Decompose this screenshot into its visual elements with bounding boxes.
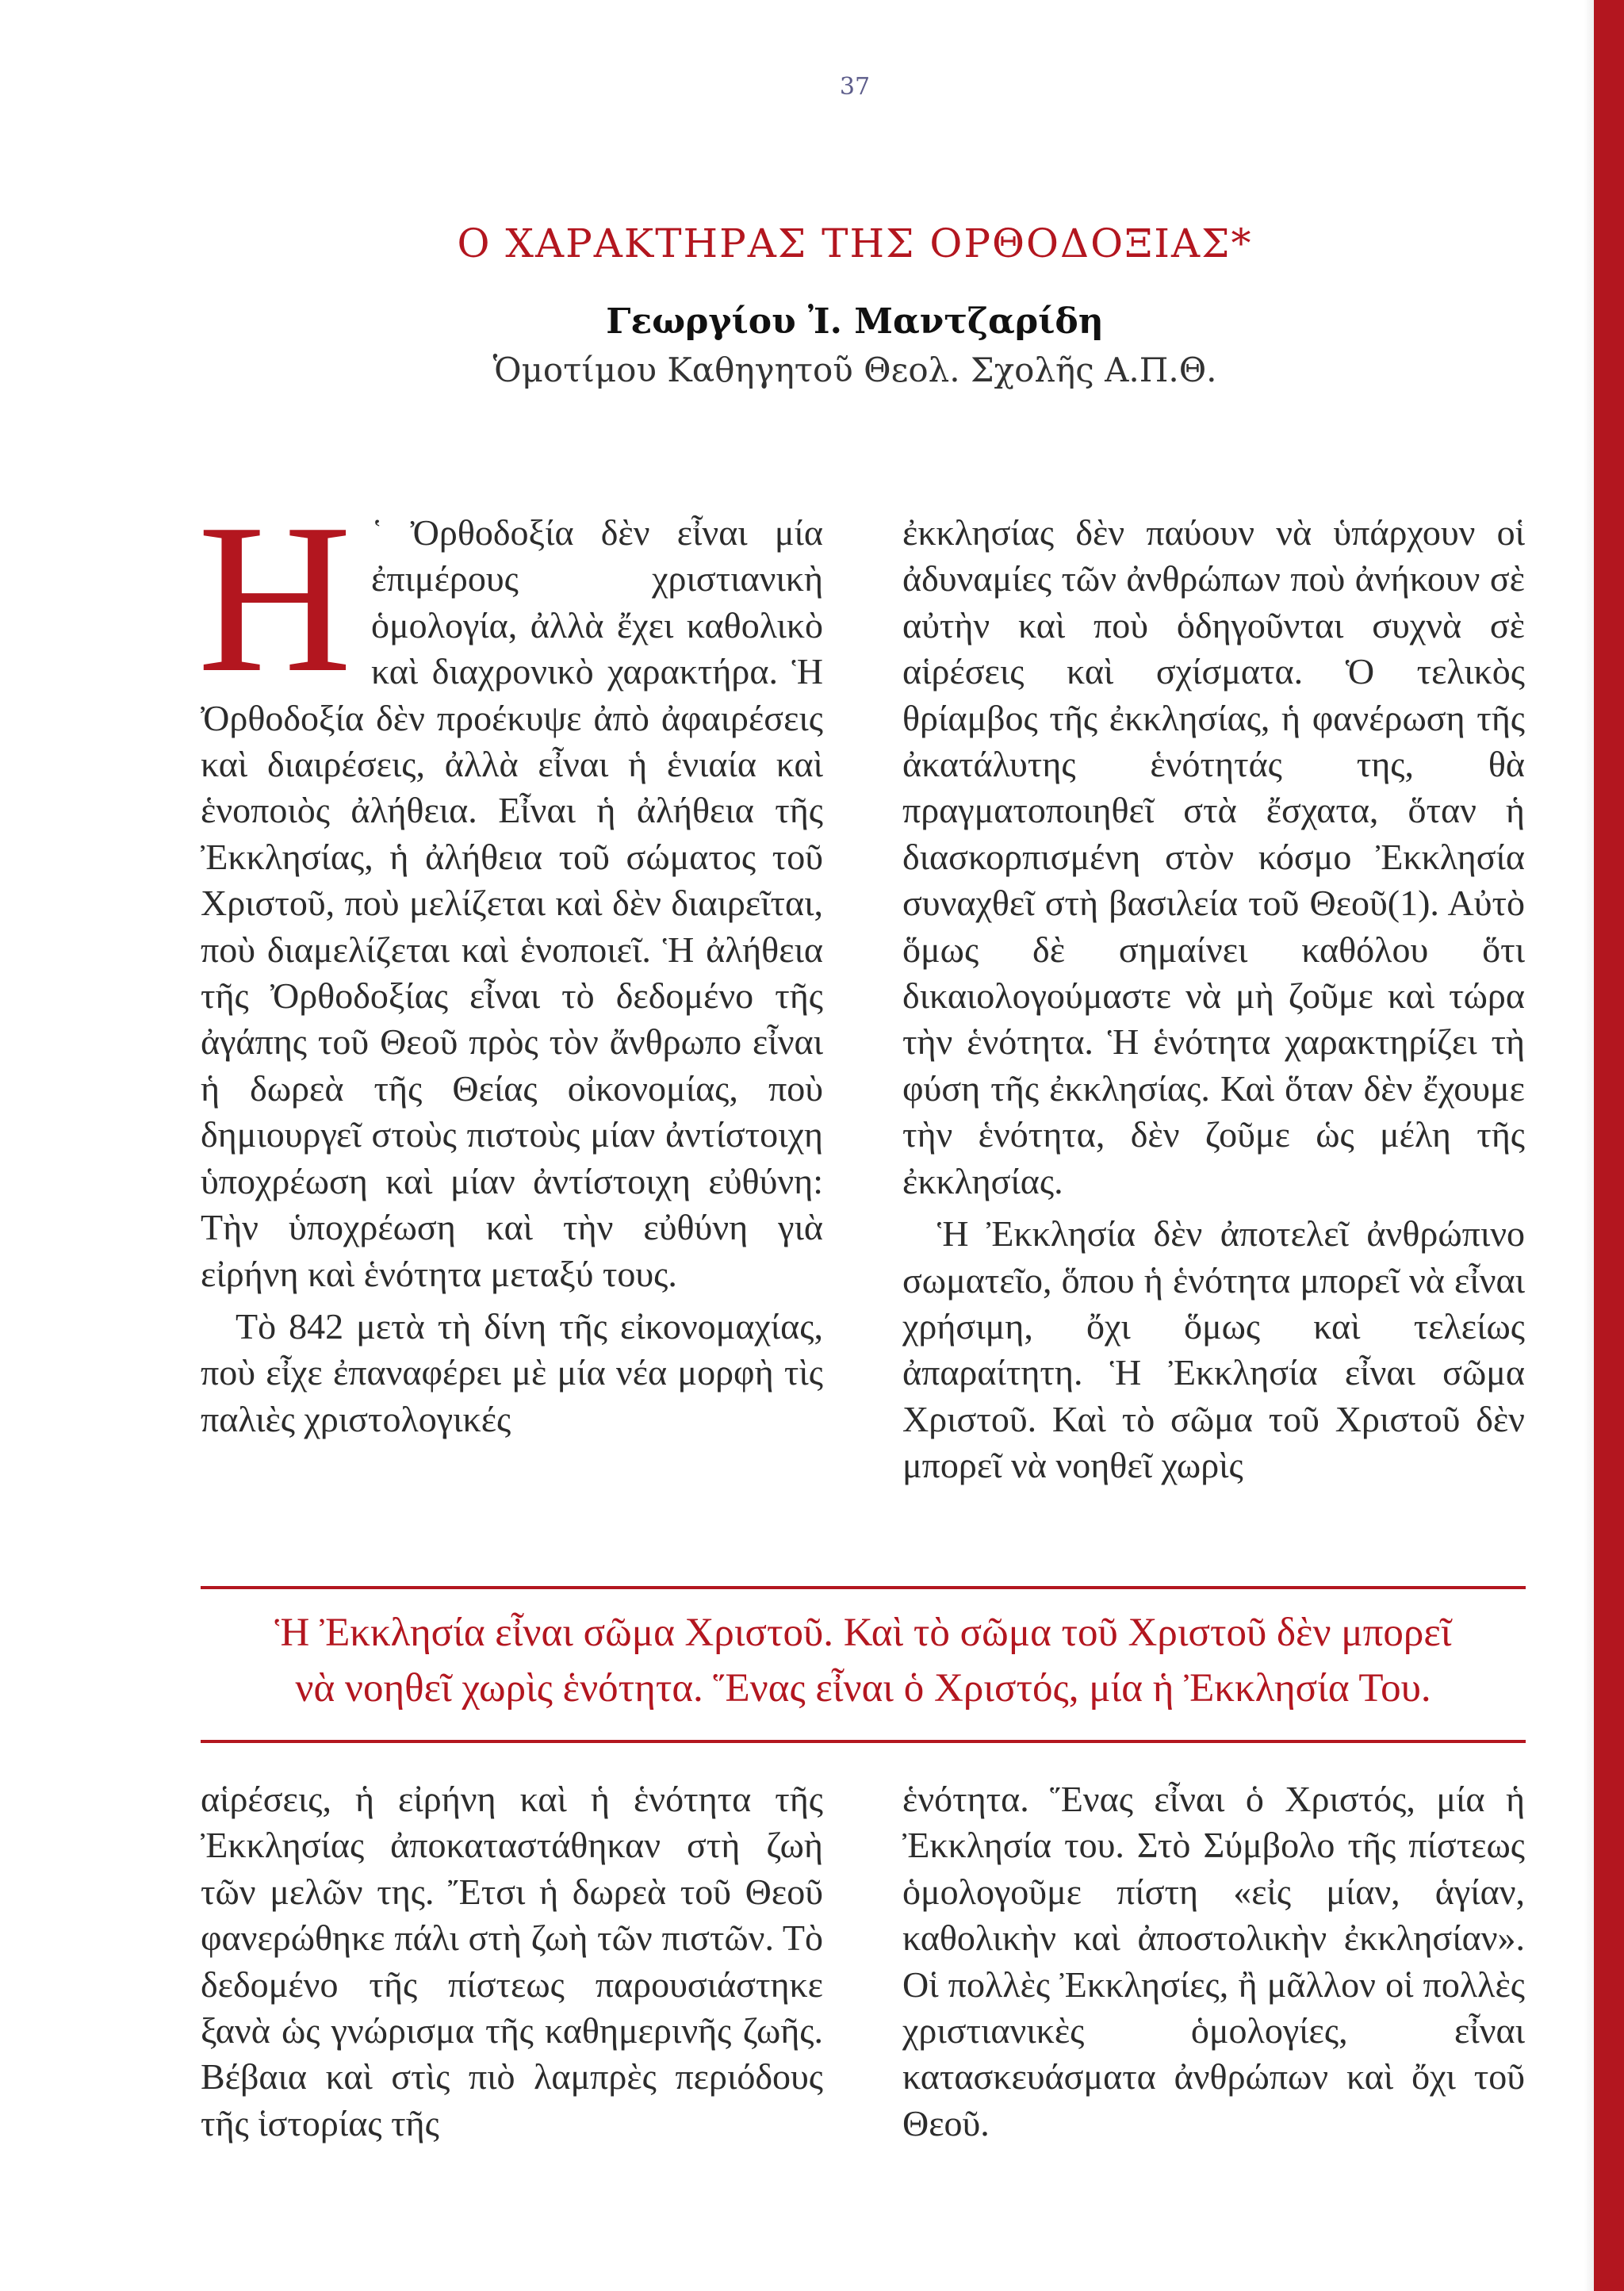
paragraph-church-weaknesses: ἐκκλησίας δὲν παύουν νὰ ὑπάρχουν οἱ ἀδυναμίες τῶν ἀνθρώπων ποὺ ἀνήκουν σὲ αὐτὴν καὶ ποὺ ὁδηγοῦνται συχνὰ σὲ αἱρέσεις καὶ σχίσματα. Ὁ τελικὸς θρίαμβος τῆς ἐκκλησίας, ἡ φανέρωση τῆς ἀκατάλυτης ἑνότητάς της, θὰ πραγματοποιηθεῖ στὰ ἔσχατα, ὅταν ἡ διασκορπισμένη στὸν κόσμο Ἐκκλησία συναχθεῖ στὴ βασιλεία τοῦ Θεοῦ(1). Αὐτὸ ὅμως δὲ σημαίνει καθόλου ὅτι δικαιολογούμαστε νὰ μὴ ζοῦμε καὶ τώρα τὴν ἑνότητα. Ἡ ἑνότητα χαρακτηρίζει τὴ φύση τῆς ἐκκλησίας. Καὶ ὅταν δὲν ἔχουμε τὴν ἑνότητα, δὲν ζοῦμε ὡς μέλη τῆς ἐκκλησίας. (902, 512, 1525, 1201)
pullquote-bottom-rule (201, 1740, 1526, 1743)
page-number: 37 (839, 73, 871, 101)
drop-cap: Η (197, 480, 352, 717)
column-bottom-left (201, 1776, 823, 2147)
author-name: Γεωργίου Ἰ. Μαντζαρίδη (606, 301, 1104, 342)
column-top-right (902, 510, 1525, 1489)
pullquote-line-2: νὰ νοηθεῖ χωρὶς ἑνότητα. Ἕνας εἶναι ὁ Χριστός, μία ἡ Ἐκκλησία Του. (295, 1666, 1431, 1711)
red-page-edge-band (1594, 0, 1624, 2291)
article-title: Ο ΧΑΡΑΚΤΗΡΑΣ ΤΗΣ ΟΡΘΟΔΟΞΙΑΣ* (457, 220, 1253, 266)
column-top-left (197, 480, 823, 1442)
paragraph-church-body: Ἡ Ἐκκλησία δὲν ἀποτελεῖ ἀνθρώπινο σωματεῖο, ὅπου ἡ ἑνότητα μπορεῖ νὰ εἶναι χρήσιμη, ὄχι ὅμως καὶ τελείως ἀπαραίτητη. Ἡ Ἐκκλησία εἶναι σῶμα Χριστοῦ. Καὶ τὸ σῶμα τοῦ Χριστοῦ δὲν μπορεῖ νὰ νοηθεῖ χωρὶς (902, 1213, 1525, 1486)
paragraph-heresies: αἱρέσεις, ἡ εἰρήνη καὶ ἡ ἑνότητα τῆς Ἐκκλησίας ἀποκαταστάθηκαν στὴ ζωὴ τῶν μελῶν της. Ἔτσι ἡ δωρεὰ τοῦ Θεοῦ φανερώθηκε πάλι στὴ ζωὴ τῶν πιστῶν. Τὸ δεδομένο τῆς πίστεως παρουσιάστηκε ξανὰ ὡς γνώρισμα τῆς καθημερινῆς ζωῆς. Βέβαια καὶ στὶς πιὸ λαμπρὲς περιόδους τῆς ἱστορίας τῆς (201, 1779, 823, 2144)
paragraph-one-christ: ἑνότητα. Ἕνας εἶναι ὁ Χριστός, μία ἡ Ἐκκλησία του. Στὸ Σύμβολο τῆς πίστεως ὁμολογοῦμε πίστη «εἰς μίαν, ἁγίαν, καθολικὴν καὶ ἀποστολικὴν ἐκκλησίαν». Οἱ πολλὲς Ἐκκλησίες, ἢ μᾶλλον οἱ πολλὲς χριστιανικὲς ὁμολογίες, εἶναι κατασκευάσματα ἀνθρώπων καὶ ὄχι τοῦ Θεοῦ. (902, 1779, 1525, 2144)
pullquote-line-1: Ἡ Ἐκκλησία εἶναι σῶμα Χριστοῦ. Καὶ τὸ σῶμα τοῦ Χριστοῦ δὲν μπορεῖ (274, 1611, 1452, 1655)
column-bottom-right (902, 1776, 1525, 2147)
pullquote (201, 1605, 1526, 1716)
page-edge-shadow (1584, 0, 1594, 2291)
paragraph-842: Τὸ 842 μετὰ τὴ δίνη τῆς εἰκονομαχίας, ποὺ εἶχε ἐπαναφέρει μὲ μία νέα μορφὴ τὶς παλιὲς χριστολογικές (201, 1305, 823, 1439)
author-affiliation: Ὁμοτίμου Καθηγητοῦ Θεολ. Σχολῆς Α.Π.Θ. (492, 351, 1217, 389)
paragraph-intro: ῾ Ὀρθοδοξία δὲν εἶναι μία ἐπιμέρους χριστιανικὴ ὁμολογία, ἀλλὰ ἔχει καθολικὸ καὶ διαχρονικὸ χαρακτήρα. Ἡ Ὀρθοδοξία δὲν προέκυψε ἀπὸ ἀφαιρέσεις καὶ διαιρέσεις, ἀλλὰ εἶναι ἡ ἑνιαία καὶ ἑνοποιὸς ἀλήθεια. Εἶναι ἡ ἀλήθεια τῆς Ἐκκλησίας, ἡ ἀλήθεια τοῦ σώματος τοῦ Χριστοῦ, ποὺ μελίζεται καὶ δὲν διαιρεῖται, ποὺ διαμελίζεται καὶ ἑνοποιεῖ. Ἡ ἀλήθεια τῆς Ὀρθοδοξίας εἶναι τὸ δεδομένο τῆς ἀγάπης τοῦ Θεοῦ πρὸς τὸν ἄνθρωπο εἶναι ἡ δωρεὰ τῆς Θείας οἰκονομίας, ποὺ δημιουργεῖ στοὺς πιστοὺς μίαν ἀντίστοιχη ὑποχρέωση καὶ μίαν ἀντίστοιχη εὐθύνη: Τὴν ὑποχρέωση καὶ τὴν εὐθύνη γιὰ εἰρήνη καὶ ἑνότητα μεταξύ τους. (201, 512, 823, 1294)
pullquote-top-rule (201, 1586, 1526, 1589)
